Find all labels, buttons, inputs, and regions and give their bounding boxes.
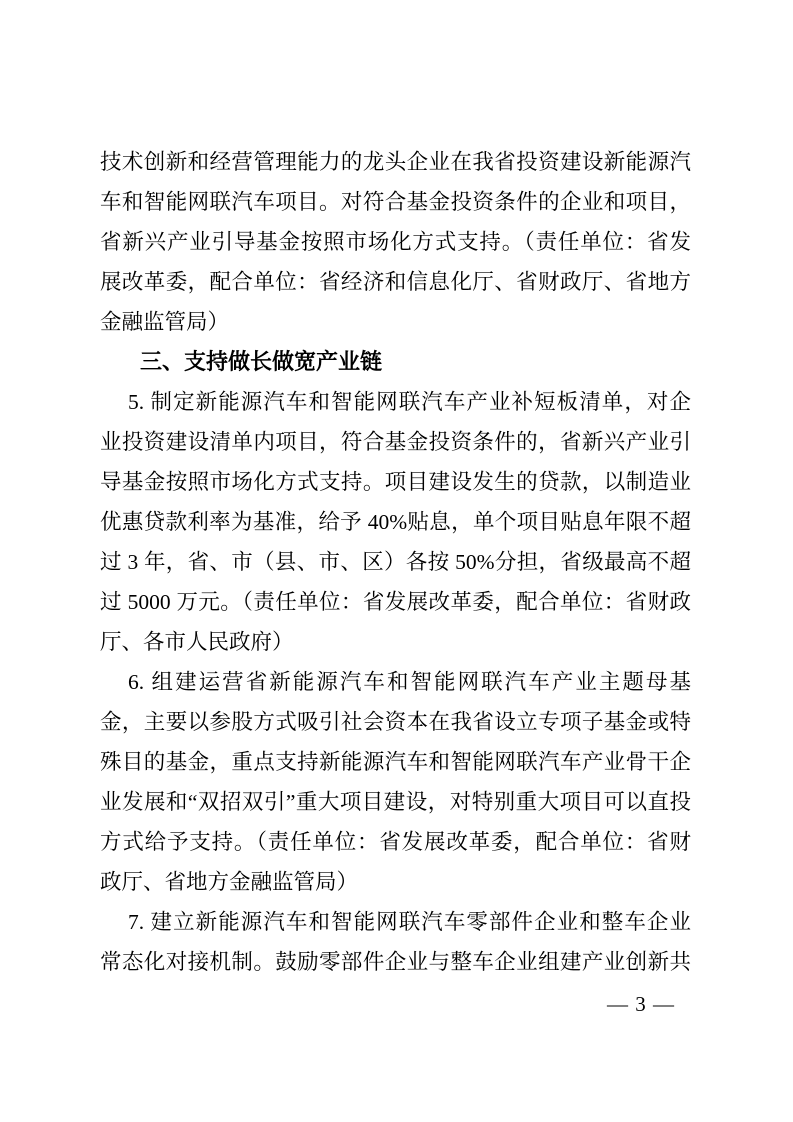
paragraph-4-continuation <box>100 142 691 342</box>
text-line: 过 5000 万元。（责任单位：省发展改革委，配合单位：省财政 <box>100 590 691 614</box>
text-line: 三、支持做长做宽产业链 <box>140 349 383 374</box>
text-line: 6. 组建运营省新能源汽车和智能网联汽车产业主题母基 <box>128 670 691 694</box>
text-line: 过 3 年，省、市（县、市、区）各按 50%分担，省级最高不超 <box>100 550 691 574</box>
text-line: 车和智能网联汽车项目。对符合基金投资条件的企业和项目， <box>100 190 691 214</box>
text-line: 5. 制定新能源汽车和智能网联汽车产业补短板清单，对企 <box>128 390 691 414</box>
page-number: — 3 — <box>607 992 675 1016</box>
text-line: 金，主要以参股方式吸引社会资本在我省设立专项子基金或特 <box>100 710 691 734</box>
paragraph-6 <box>100 662 691 902</box>
text-line: 展改革委，配合单位：省经济和信息化厅、省财政厅、省地方 <box>100 270 691 294</box>
text-line: 厅、各市人民政府） <box>100 630 294 654</box>
paragraph-5 <box>100 382 691 662</box>
text-line: 省新兴产业引导基金按照市场化方式支持。（责任单位：省发 <box>100 230 691 254</box>
text-line: 政厅、省地方金融监管局） <box>100 870 359 894</box>
section-heading-3 <box>100 342 691 382</box>
text-line: 业发展和“双招双引”重大项目建设，对特别重大项目可以直投 <box>100 790 691 814</box>
text-line: 常态化对接机制。鼓励零部件企业与整车企业组建产业创新共 <box>100 950 691 974</box>
text-line: 7. 建立新能源汽车和智能网联汽车零部件企业和整车企业 <box>128 910 691 934</box>
text-line: 金融监管局） <box>100 310 230 334</box>
text-line: 殊目的基金，重点支持新能源汽车和智能网联汽车产业骨干企 <box>100 750 691 774</box>
text-line: 技术创新和经营管理能力的龙头企业在我省投资建设新能源汽 <box>100 150 691 174</box>
text-line: 业投资建设清单内项目，符合基金投资条件的，省新兴产业引 <box>100 430 691 454</box>
text-line: 优惠贷款利率为基准，给予 40%贴息，单个项目贴息年限不超 <box>100 510 691 534</box>
document-body <box>100 142 691 982</box>
text-line: 方式给予支持。（责任单位：省发展改革委，配合单位：省财 <box>100 830 691 854</box>
text-line: 导基金按照市场化方式支持。项目建设发生的贷款，以制造业 <box>100 470 691 494</box>
paragraph-7 <box>100 902 691 982</box>
